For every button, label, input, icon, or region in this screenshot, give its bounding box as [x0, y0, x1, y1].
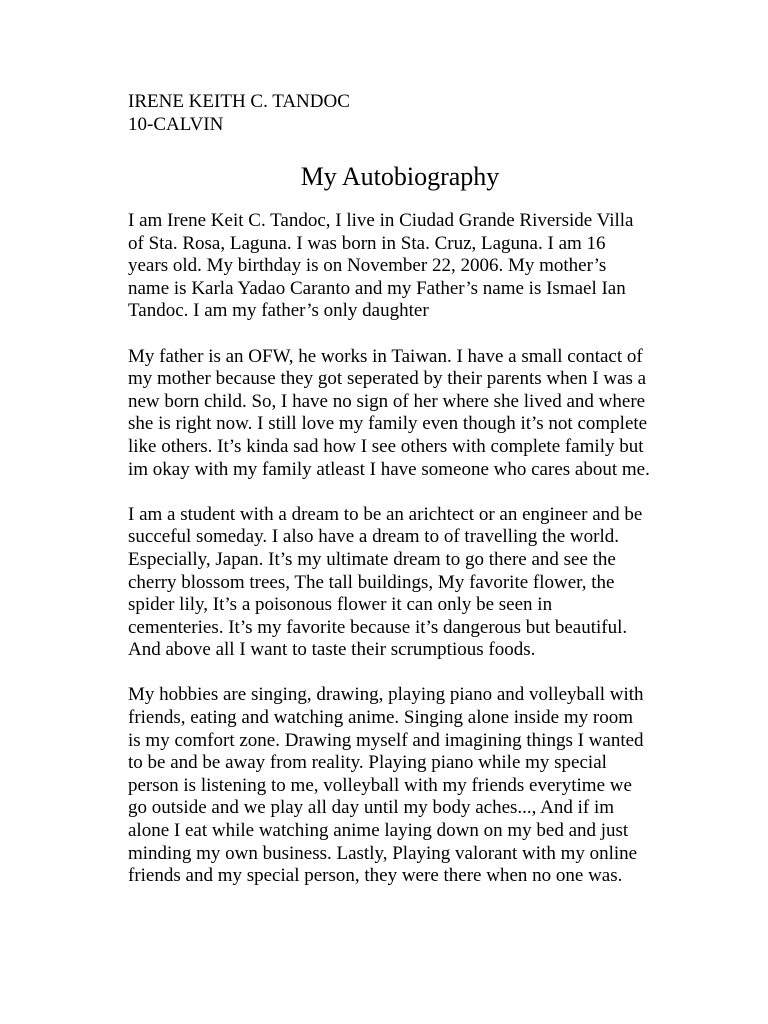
document-body — [128, 210, 728, 910]
class-section: 10-CALVIN — [128, 114, 224, 135]
paragraph-line: is my comfort zone. Drawing myself and imagining things I wanted — [128, 729, 644, 751]
paragraph-line: My hobbies are singing, drawing, playing piano and volleyball with — [128, 684, 644, 706]
paragraph-line: Tandoc. I am my father’s only daughter — [128, 300, 429, 322]
paragraph-line: im okay with my family atleast I have someone who cares about me. — [128, 458, 650, 480]
paragraph-line: person is listening to me, volleyball with my friends everytime we — [128, 774, 632, 796]
paragraph-line: My father is an OFW, he works in Taiwan. I have a small contact of — [128, 345, 643, 367]
paragraph-line: name is Karla Yadao Caranto and my Father’s name is Ismael Ian — [128, 277, 626, 299]
paragraph-2 — [128, 346, 728, 482]
paragraph-line: cementeries. It’s my favorite because it’s dangerous but beautiful. — [128, 616, 628, 638]
paragraph-4 — [128, 684, 728, 887]
paragraph-line: succeful someday. I also have a dream to of travelling the world. — [128, 526, 620, 548]
paragraph-3 — [128, 504, 728, 662]
paragraph-line: Especially, Japan. It’s my ultimate dream to go there and see the — [128, 548, 616, 570]
paragraph-line: friends, eating and watching anime. Singing alone inside my room — [128, 707, 633, 729]
paragraph-line: alone I eat while watching anime laying down on my bed and just — [128, 820, 629, 842]
paragraph-line: of Sta. Rosa, Laguna. I was born in Sta. Cruz, Laguna. I am 16 — [128, 232, 606, 254]
paragraph-line: my mother because they got seperated by their parents when I was a — [128, 368, 647, 390]
paragraph-line: cherry blossom trees, The tall buildings, My favorite flower, the — [128, 571, 615, 593]
paragraph-line: minding my own business. Lastly, Playing valorant with my online — [128, 842, 638, 864]
paragraph-line: spider lily, It’s a poisonous flower it can only be seen in — [128, 594, 553, 616]
paragraph-line: I am a student with a dream to be an arichtect or an engineer and be — [128, 503, 643, 525]
paragraph-line: years old. My birthday is on November 22, 2006. My mother’s — [128, 255, 607, 277]
paragraph-line: like others. It’s kinda sad how I see others with complete family but — [128, 435, 644, 457]
document-title: My Autobiography — [300, 162, 500, 191]
author-name: IRENE KEITH C. TANDOC — [128, 91, 350, 112]
paragraph-line: to be and be away from reality. Playing piano while my special — [128, 752, 607, 774]
paragraph-line: friends and my special person, they were there when no one was. — [128, 865, 623, 887]
paragraph-line: she is right now. I still love my family even though it’s not complete — [128, 413, 648, 435]
paragraph-1 — [128, 210, 728, 323]
paragraph-line: And above all I want to taste their scrumptious foods. — [128, 639, 536, 661]
paragraph-line: I am Irene Keit C. Tandoc, I live in Ciudad Grande Riverside Villa — [128, 210, 634, 231]
document-header — [128, 90, 350, 136]
paragraph-line: go outside and we play all day until my body aches..., And if im — [128, 797, 615, 819]
paragraph-line: new born child. So, I have no sign of her where she lived and where — [128, 390, 646, 412]
